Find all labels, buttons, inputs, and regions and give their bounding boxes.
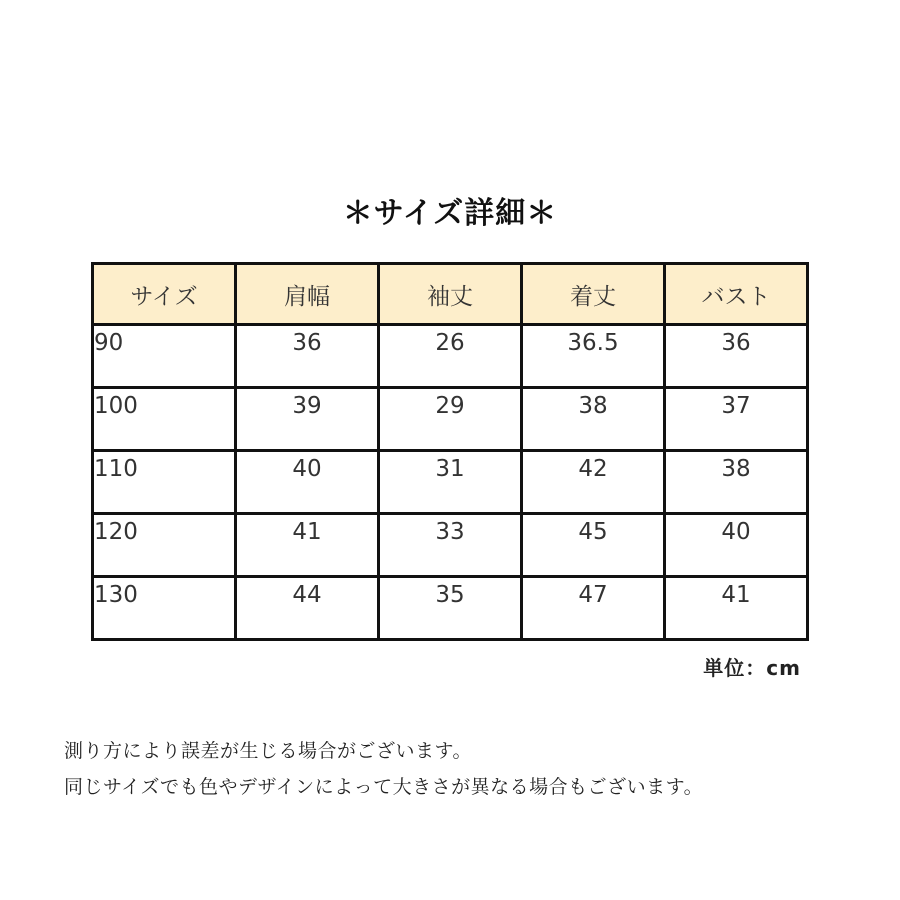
cell-body-length: 36.5 — [522, 325, 665, 388]
table-row — [93, 325, 808, 388]
cell-shoulder-width: 41 — [236, 514, 379, 577]
cell-shoulder-width: 36 — [236, 325, 379, 388]
table-row — [93, 388, 808, 451]
cell-shoulder-width: 44 — [236, 577, 379, 640]
cell-shoulder-width: 39 — [236, 388, 379, 451]
cell-body-length: 42 — [522, 451, 665, 514]
cell-bust: 40 — [665, 514, 808, 577]
cell-shoulder-width: 40 — [236, 451, 379, 514]
cell-bust: 36 — [665, 325, 808, 388]
header-body-length: 着丈 — [522, 264, 665, 325]
cell-size: 100 — [93, 388, 236, 451]
header-size: サイズ — [93, 264, 236, 325]
cell-bust: 38 — [665, 451, 808, 514]
cell-bust: 37 — [665, 388, 808, 451]
table-row — [93, 514, 808, 577]
header-bust: バスト — [665, 264, 808, 325]
cell-body-length: 38 — [522, 388, 665, 451]
note-size-variation: 同じサイズでも色やデザインによって大きさが異なる場合もございます。 — [64, 776, 704, 798]
size-table — [91, 262, 809, 641]
cell-body-length: 45 — [522, 514, 665, 577]
cell-size: 90 — [93, 325, 236, 388]
note-measurement-error: 測り方により誤差が生じる場合がございます。 — [64, 740, 472, 762]
cell-size: 110 — [93, 451, 236, 514]
cell-sleeve-length: 26 — [379, 325, 522, 388]
cell-bust: 41 — [665, 577, 808, 640]
table-row — [93, 577, 808, 640]
cell-sleeve-length: 29 — [379, 388, 522, 451]
unit-label: 単位：cm — [703, 656, 801, 680]
cell-sleeve-length: 35 — [379, 577, 522, 640]
cell-body-length: 47 — [522, 577, 665, 640]
cell-size: 130 — [93, 577, 236, 640]
header-shoulder-width: 肩幅 — [236, 264, 379, 325]
table-row — [93, 451, 808, 514]
cell-sleeve-length: 31 — [379, 451, 522, 514]
cell-sleeve-length: 33 — [379, 514, 522, 577]
table-header-row — [93, 264, 808, 325]
cell-size: 120 — [93, 514, 236, 577]
page-title: ＊サイズ詳細＊ — [342, 196, 558, 231]
header-sleeve-length: 袖丈 — [379, 264, 522, 325]
